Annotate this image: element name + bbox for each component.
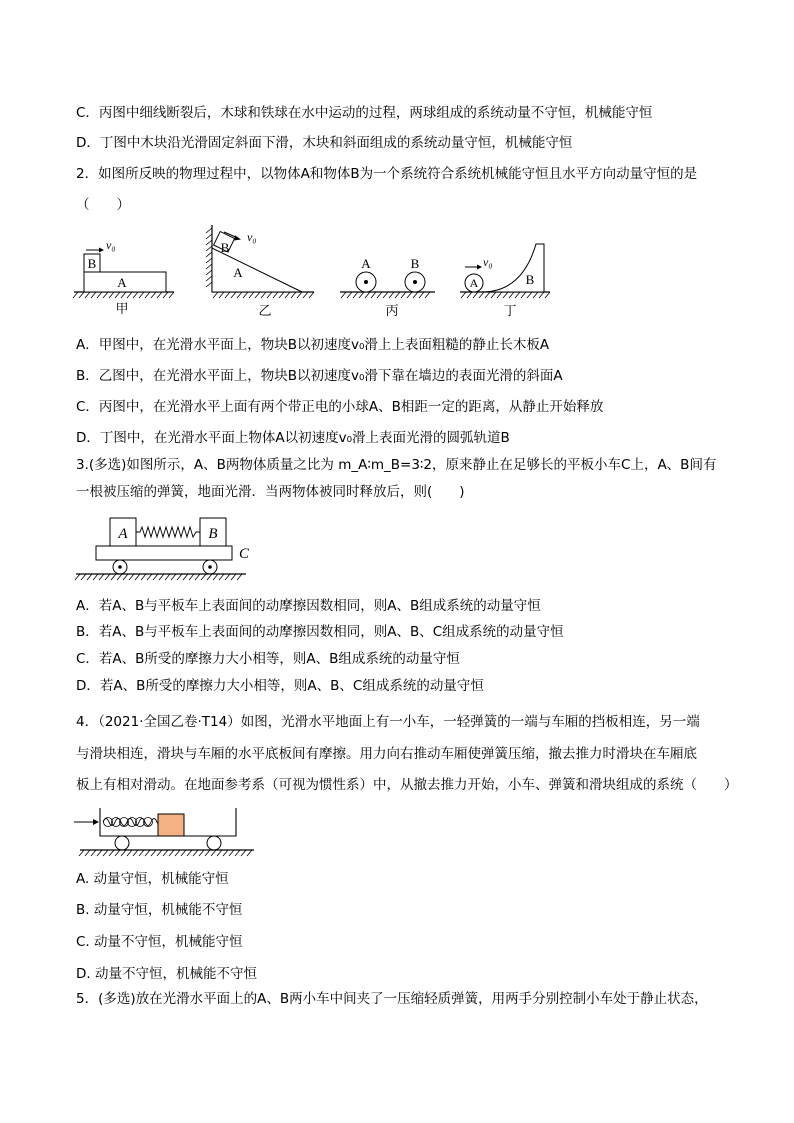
q2-option-c: C．丙图中，在光滑水平上面有两个带正电的小球A、B相距一定的距离，从静止开始释放 xyxy=(76,399,604,415)
q2-figure xyxy=(70,222,550,317)
q1-option-c: C．丙图中细线断裂后，木球和铁球在水中运动的过程，两球组成的系统动量不守恒，机械能守恒 xyxy=(76,105,653,121)
q2-option-a: A．甲图中，在光滑水平面上，物块B以初速度v₀滑上上表面粗糙的静止长木板A xyxy=(76,337,550,353)
bing-label-b: B xyxy=(410,256,420,271)
q3-option-b: B．若A、B与平板车上表面间的动摩擦因数相同，则A、B、C组成系统的动量守恒 xyxy=(76,624,564,640)
fig-yi xyxy=(206,225,314,317)
q1-option-d: D．丁图中木块沿光滑固定斜面下滑，木块和斜面组成的系统动量守恒，机械能守恒 xyxy=(76,135,573,151)
q2-stem-line2: （ ） xyxy=(76,197,130,213)
ding-label-a: A xyxy=(469,276,479,290)
caption-ding: 丁 xyxy=(503,303,517,317)
q3-option-d: D．若A、B所受的摩擦力大小相等，则A、B、C组成系统的动量守恒 xyxy=(76,678,484,694)
q3-figure xyxy=(70,510,260,582)
bing-label-a: A xyxy=(361,256,371,271)
q3-block-a: A xyxy=(118,526,128,542)
q4-stem-line2: 与滑块相连，滑块与车厢的水平底板间有摩擦。用力向右推动车厢使弹簧压缩，撤去推力时滑块在车厢底 xyxy=(76,746,697,762)
q4-option-b: B. 动量守恒，机械能不守恒 xyxy=(76,902,243,918)
fig-bing xyxy=(340,256,435,317)
jia-label-a: A xyxy=(117,275,127,290)
q4-stem-line1: 4．（2021·全国乙卷·T14）如图，光滑水平地面上有一小车，一轻弹簧的一端与车厢的挡板相连，另一端 xyxy=(76,714,700,730)
q5-stem-line1: 5．(多选)放在光滑水平面上的A、B两小车中间夹了一压缩轻质弹簧，用两手分别控制小车处于静止状态， xyxy=(76,991,708,1007)
yi-label-a: A xyxy=(233,265,243,280)
q4-option-c: C. 动量不守恒，机械能守恒 xyxy=(76,934,243,950)
q3-block-b: B xyxy=(208,526,218,542)
fig-ding xyxy=(460,244,550,317)
jia-label-b: B xyxy=(87,256,97,271)
q2-option-b: B．乙图中，在光滑水平面上，物块B以初速度v₀滑下靠在墙边的表面光滑的斜面A xyxy=(76,368,563,384)
q2-option-d: D．丁图中，在光滑水平面上物体A以初速度v₀滑上表面光滑的圆弧轨道B xyxy=(76,430,510,446)
caption-yi: 乙 xyxy=(258,303,272,317)
q4-figure xyxy=(70,800,260,860)
caption-jia: 甲 xyxy=(115,301,129,316)
q4-option-d: D. 动量不守恒，机械能不守恒 xyxy=(76,966,257,982)
ding-v0: v₀ xyxy=(483,255,493,269)
q3-option-c: C．若A、B所受的摩擦力大小相等，则A、B组成系统的动量守恒 xyxy=(76,651,460,667)
caption-bing: 丙 xyxy=(385,303,399,317)
jia-v0: v₀ xyxy=(106,238,116,252)
yi-v0: v₀ xyxy=(247,230,257,244)
q3-cart-c: C xyxy=(238,546,250,562)
slider-block xyxy=(158,814,184,836)
q3-stem-line1: 3.(多选)如图所示，A、B两物体质量之比为 m_A∶m_B=3∶2，原来静止在足够长的平板小车C上，A、B间有 xyxy=(76,457,717,473)
fig-jia xyxy=(73,238,174,316)
q2-stem-line1: 2．如图所反映的物理过程中，以物体A和物体B为一个系统符合系统机械能守恒且水平方向动量守恒的是 xyxy=(76,166,698,182)
q4-stem-line3: 板上有相对滑动。在地面参考系（可视为惯性系）中，从撤去推力开始，小车、弹簧和滑块组成的系统（ ） xyxy=(76,777,738,793)
q3-stem-line2: 一根被压缩的弹簧，地面光滑．当两物体被同时释放后，则( ) xyxy=(76,484,465,500)
yi-label-b: B xyxy=(220,240,230,255)
q3-option-a: A．若A、B与平板车上表面间的动摩擦因数相同，则A、B组成系统的动量守恒 xyxy=(76,598,541,614)
ding-label-b: B xyxy=(525,272,535,287)
q4-option-a: A. 动量守恒，机械能守恒 xyxy=(76,871,229,887)
